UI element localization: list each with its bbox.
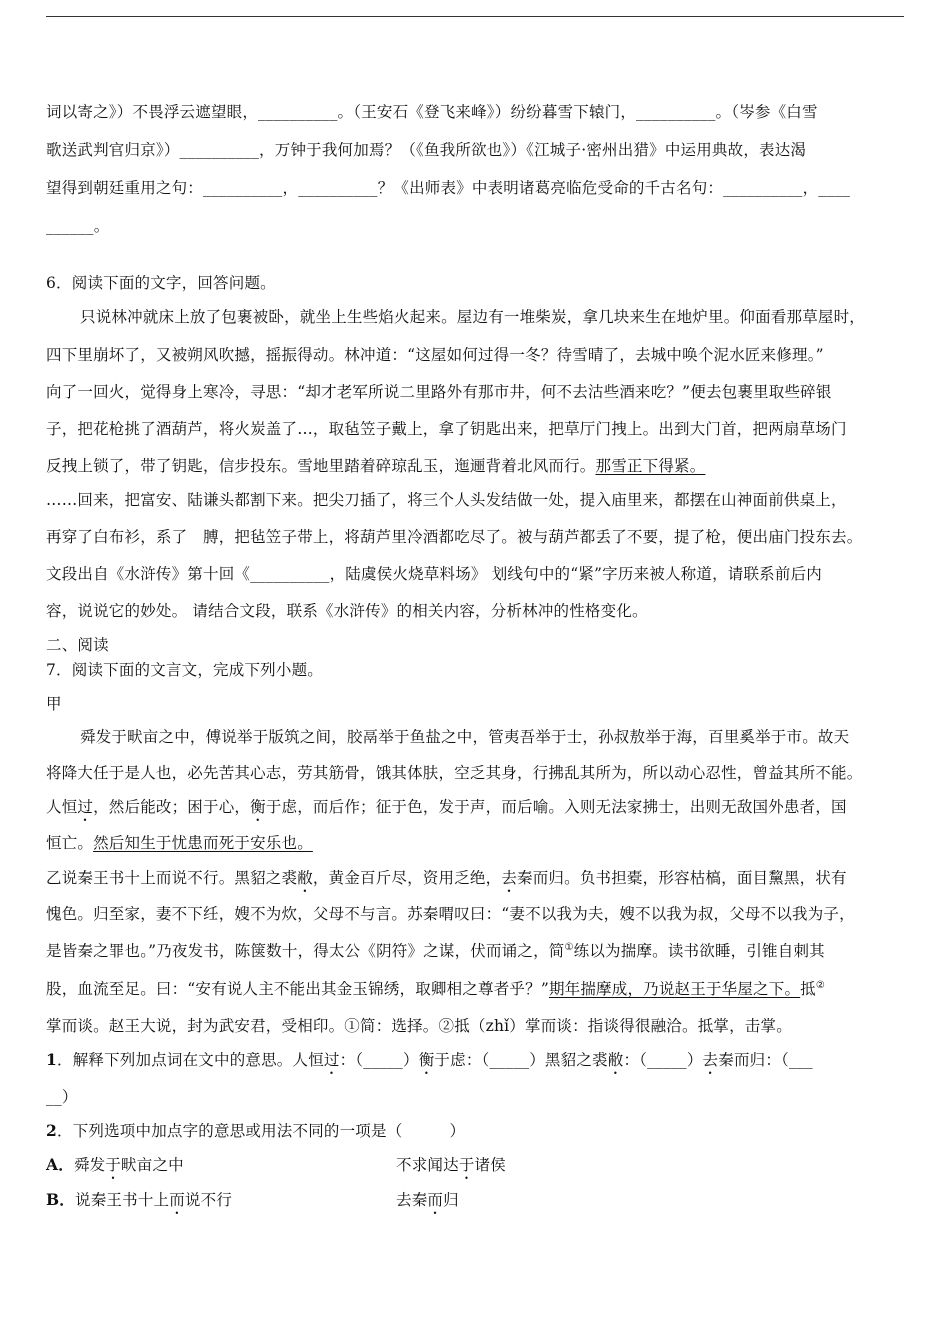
text-line: 词以寄之》）不畏浮云遮望眼，__________。（王安石《登飞来峰》）纷纷暮雪下辕门，__________。（岑参《白雪 xyxy=(46,103,818,121)
question-text xyxy=(46,1121,916,1141)
option-text: 畎亩之中 xyxy=(121,1156,184,1174)
dotted-char: 衡 xyxy=(418,1051,435,1069)
passage-line xyxy=(46,797,916,825)
passage-text: 是皆秦之罪也。”乃夜发书，陈箧数十，得太公《阴符》之谋，伏而诵之，简 xyxy=(46,942,565,960)
passage-text: 抵 xyxy=(800,980,816,998)
option-b-col2 xyxy=(396,1190,459,1218)
passage-line xyxy=(46,868,916,896)
option-label: B． xyxy=(46,1190,76,1209)
dotted-char: 衡 xyxy=(250,798,266,816)
question-number: 2 xyxy=(46,1121,57,1140)
option-text: 归 xyxy=(443,1191,459,1209)
passage-text: 反拽上锁了，带了钥匙，信步投东。雪地里踏着碎琼乱玉，迤逦背着北风而行。 xyxy=(46,457,596,475)
underlined-sentence: 期年揣摩成，乃说赵王于华屋之下。 xyxy=(548,980,801,998)
underlined-sentence: 那雪正下得紧。 xyxy=(595,457,706,475)
option-a-col2 xyxy=(396,1155,506,1183)
dotted-char: 去 xyxy=(702,1051,719,1069)
passage-line xyxy=(46,941,916,961)
dotted-char: 过 xyxy=(323,1051,340,1069)
header-rule xyxy=(46,16,904,17)
footnote-marker: ① xyxy=(564,941,574,953)
question-text-part: 于虑：（_____）黑貂之裘 xyxy=(434,1051,608,1069)
question-title: 6．阅读下面的文字，回答问题。 xyxy=(46,274,276,292)
question-text: __） xyxy=(46,1088,78,1106)
option-text: 去秦 xyxy=(396,1191,428,1209)
question-number: 1 xyxy=(46,1050,57,1069)
passage-line: 舜发于畎亩之中，傅说举于版筑之间，胶鬲举于鱼盐之中，管夷吾举于士，孙叔敖举于海，百里奚举于市。故天 xyxy=(80,728,850,746)
dotted-char: 于 xyxy=(458,1156,475,1174)
passage-line: 子，把花枪挑了酒葫芦，将火炭盖了…，取毡笠子戴上，拿了钥匙出来，把草厅门拽上。出到大门首，把两扇草场门 xyxy=(46,420,847,438)
passage-line: 四下里崩坏了，又被朔风吹撼，摇振得动。林冲道：“这屋如何过得一冬？待雪晴了，去城中唤个泥水匠来修理。” xyxy=(46,346,824,364)
passage-text: 乙说秦王书十上而说不行。黑貂之裘 xyxy=(46,869,298,887)
dotted-char: 而 xyxy=(169,1191,185,1209)
dotted-char: 过 xyxy=(77,798,94,816)
passage-text: ，然后能改；困于心， xyxy=(93,798,251,816)
option-text: 说不行 xyxy=(184,1191,233,1209)
question-text-part: 秦而归：（___ xyxy=(718,1051,813,1069)
passage-text: 秦而归。负书担橐，形容枯槁，面目黧黑，状有 xyxy=(517,869,847,887)
passage-text: ，黄金百斤尽，资用乏绝， xyxy=(312,869,502,887)
option-text: 说秦王书十上 xyxy=(75,1191,170,1209)
question-text-part: ：（_____） xyxy=(623,1051,703,1069)
underlined-sentence: 然后知生于忧患而死于安乐也。 xyxy=(93,834,313,852)
question-text: 容，说说它的妙处。 请结合文段，联系《水浒传》的相关内容，分析林冲的性格变化。 xyxy=(46,602,648,620)
option-text: 不求闻达 xyxy=(396,1156,459,1174)
section-heading: 二、阅读 xyxy=(46,636,109,654)
passage-text: 于虑，而后作；征于色，发于声，而后喻。入则无法家拂士，出则无敌国外患者，国 xyxy=(265,798,847,816)
option-text: 舜发 xyxy=(73,1156,106,1174)
question-text-part: ．解释下列加点词在文中的意思。人恒 xyxy=(57,1051,324,1069)
option-label: A． xyxy=(46,1155,74,1174)
dotted-char: 而 xyxy=(427,1191,444,1209)
passage-text: 恒亡。 xyxy=(46,834,94,852)
dotted-char: 去 xyxy=(501,869,518,887)
passage-line: 只说林冲就床上放了包裹被卧，就坐上生些焰火起来。屋边有一堆柴炭，拿几块来生在地炉里。仰面看那草屋时， xyxy=(80,308,866,326)
passage-line: 愧色。归至家，妻不下纴，嫂不为炊，父母不与言。苏秦喟叹曰：“妻不以我为夫，嫂不以我为叔，父母不以我为子， xyxy=(46,905,855,923)
question-text-part: ．下列选项中加点字的意思或用法不同的一项是（ ） xyxy=(57,1122,466,1140)
option-text: 诸侯 xyxy=(474,1156,506,1174)
passage-line: 向了一回火，觉得身上寒冷，寻思：“却才老军所说二里路外有那市井，何不去沽些酒来吃？”便去包裹里取些碎银 xyxy=(46,383,832,401)
question-text xyxy=(46,1050,916,1078)
dotted-char: 敝 xyxy=(297,869,313,887)
passage-line: ……回来，把富安、陆谦头都割下来。把尖刀插了，将三个人头发结做一处，提入庙里来，都摆在山神面前供桌上， xyxy=(46,491,847,509)
footnote-marker: ② xyxy=(815,979,826,991)
passage-line xyxy=(46,456,916,476)
passage-text: 人恒 xyxy=(46,798,78,816)
text-line: 歌送武判官归京》）__________，万钟于我何加焉？（《鱼我所欲也》）《江城子·密州出猎》中运用典故，表达渴 xyxy=(46,141,807,159)
text-line: 望得到朝廷重用之句：__________，__________？《出师表》中表明诸葛亮临危受命的千古名句：__________，____ xyxy=(46,179,851,197)
passage-line: 再穿了白布衫，系了 膊，把毡笠子带上，将葫芦里冷酒都吃尽了。被与葫芦都丢了不要，提了枪，便出庙门投东去。 xyxy=(46,528,863,546)
dotted-char: 于 xyxy=(105,1156,122,1174)
dotted-char: 敝 xyxy=(607,1051,624,1069)
question-text-part: ：（_____） xyxy=(339,1051,419,1069)
text-line: ______。 xyxy=(46,217,110,235)
passage-line: 将降大任于是人也，必先苦其心志，劳其筋骨，饿其体肤，空乏其身，行拂乱其所为，所以动心忍性，曾益其所不能。 xyxy=(46,764,863,782)
passage-line xyxy=(46,979,916,999)
passage-label: 甲 xyxy=(46,695,62,713)
passage-line xyxy=(46,833,916,853)
question-title: 7．阅读下面的文言文，完成下列小题。 xyxy=(46,661,323,679)
passage-text: 练以为揣摩。读书欲睡，引锥自刺其 xyxy=(573,942,825,960)
passage-text: 股，血流至足。曰：“安有说人主不能出其金玉锦绣，取卿相之尊者乎？” xyxy=(46,980,549,998)
option-b xyxy=(46,1190,916,1218)
question-text: 文段出自《水浒传》第十回《__________，陆虞侯火烧草料场》 划线句中的“紧”字历来被人称道，请联系前后内 xyxy=(46,565,822,583)
footnote-line: 掌而谈。赵王大说，封为武安君，受相印。①简：选择。②抵（zhǐ）掌而谈：指谈得很融洽。抵掌，击掌。 xyxy=(46,1017,792,1035)
option-a xyxy=(46,1155,916,1183)
